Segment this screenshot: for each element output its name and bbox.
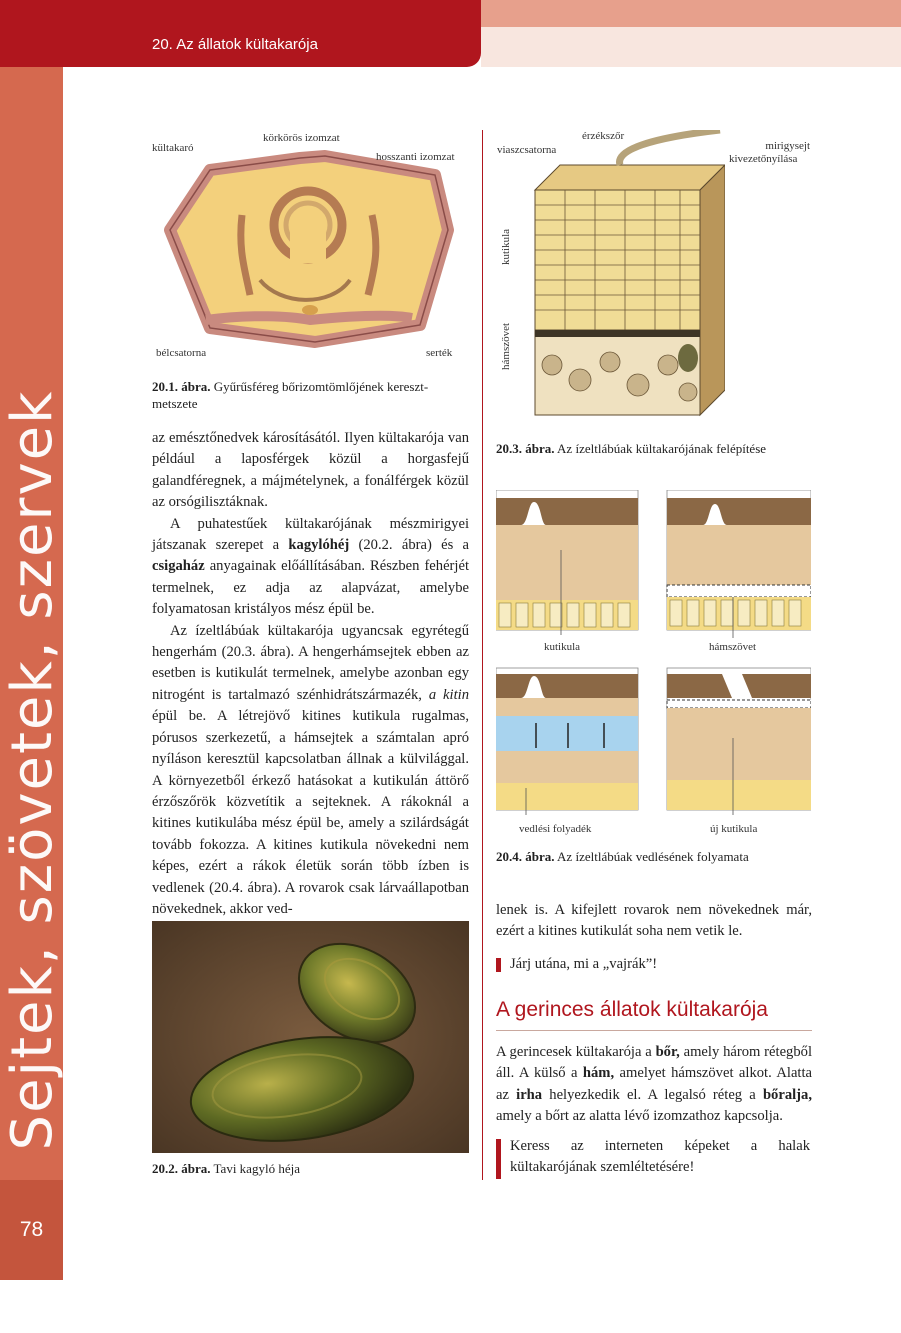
paragraph-2: A puhatestűek kültakarójának mészmirigyei játszanak szerepet a kagylóhéj (20.2. ábra) és a csigaház anyagainak előállításában. Részben fehérjét termelnek, ez adja az alapvázat, amelybe folyamatosan kristályos mész épül be. [152, 515, 470, 618]
figure-20-2-mussel-photo [152, 921, 469, 1153]
paragraph-3: Az ízeltlábúak kültakarója ugyancsak egyrétegű hengerhám (20.3. ábra). A hengerhámsejtek ebben az esetben is kutikulát termelnek, amelybe azonban egy nitrogént is tartalmazó szénhidrátszármazék, a kitin épül be. A létrejövő kitines kutikula rugalmas, pórusos szerkezetű, a hámsejtek a számtalan apró nyíláson keresztül kapcsolatban állnak a külvilággal. A környezetből érkező hatásokat a kutikulán áttörő érzőszőrök közvetítik a sejteknek. A rákoknál a kitines kutikulába mész épül be, amely a szilárdságát tovább fokozza. A kitines kutikula növekedni nem képes, ezért a rákok életük során több ízben is vedlenek (20.4. ábra). A rovarok csak lárvaállapotban növekednek, akkor ved- [152, 622, 469, 917]
paragraph-1: az emésztőnedvek károsításától. Ilyen kültakarója van például a laposférgek közül a horgasfejű galandféregnek, a májmételynek, a fonálférgek közül az orsógilisztáknak. [152, 430, 469, 511]
caption-number: 20.3. ábra. [496, 441, 555, 456]
caption-number: 20.2. ábra. [152, 1161, 211, 1176]
figure-20-3-cuticle-block [520, 130, 725, 425]
figure-20-1-caption [152, 378, 467, 412]
label-kutikula-vertical: kutikula [500, 228, 512, 265]
label-belcsatorna: bélcsatorna [156, 347, 207, 359]
task-internet-images: Keress az interneten képeket a halak kültakarójának szemléltetésére! [510, 1138, 810, 1176]
label-hamszovet-vertical: hámszövet [500, 322, 512, 370]
paragraph-continuation: lenek is. A kifejlett rovarok nem növekednek már, ezért a kitines kutikulát soha nem vetik le. [496, 902, 812, 940]
label-erzekszor: érzékszőr [582, 130, 625, 142]
label-uj-kutikula: új kutikula [710, 823, 758, 835]
side-section-title: Sejtek, szövetek, szervek [0, 389, 65, 1151]
figure-20-2-caption [152, 1160, 469, 1177]
task-marker [496, 958, 501, 972]
caption-text: Gyűrűsféreg bőrizomtömlőjének kereszt- [213, 379, 429, 394]
column-divider [482, 130, 483, 1180]
header-accent-light [481, 27, 901, 67]
label-viaszcsatorna: viaszcsatorna [497, 144, 557, 156]
label-kivezetonyilasa: kivezetőnyílása [729, 153, 798, 165]
label-vedlesi-folyadek: vedlési folyadék [519, 823, 592, 835]
left-body-text [152, 428, 469, 920]
figure-20-3-caption [496, 440, 812, 457]
chapter-title: 20. Az állatok kültakarója [152, 36, 318, 53]
caption-text: Az ízeltlábúak kültakarójának felépítése [557, 441, 767, 456]
label-sertek: serték [426, 347, 453, 359]
caption-text: Az ízeltlábúak vedlésének folyamata [557, 849, 749, 864]
caption-text-cont: metszete [152, 396, 198, 411]
figure-20-4-caption [496, 848, 812, 865]
caption-number: 20.4. ábra. [496, 849, 555, 864]
vertebrate-paragraph: A gerincesek kültakarója a bőr, amely három rétegből áll. A külső a hám, amelyet hámszövet alkot. Alatta az irha helyezkedik el. A legalsó réteg a bőralja, amely a bőrt az alatta lévő izomzathoz kapcsolja. [496, 1044, 813, 1125]
task-vajrak: Járj utána, mi a „vajrák”! [510, 956, 658, 972]
section-heading: A gerinces állatok kültakarója [496, 998, 768, 1021]
page-number: 78 [19, 1218, 44, 1241]
label-korkoros-izomzat: körkörös izomzat [263, 132, 340, 144]
section-heading-rule [496, 1030, 812, 1031]
label-fig4-hamszovet: hámszövet [709, 641, 757, 653]
header-bar [0, 0, 481, 67]
label-mirigysejt: mirigysejt [765, 140, 810, 152]
label-hosszanti-izomzat: hosszanti izomzat [376, 151, 455, 163]
label-kultakaro: kültakaró [152, 142, 194, 154]
right-body-text [496, 900, 812, 943]
figure-20-1-worm-cross-section [150, 130, 475, 370]
caption-number: 20.1. ábra. [152, 379, 211, 394]
caption-text: Tavi kagyló héja [213, 1161, 300, 1176]
label-fig4-kutikula: kutikula [544, 641, 581, 653]
header-accent [481, 0, 901, 27]
task-marker-2 [496, 1139, 501, 1179]
